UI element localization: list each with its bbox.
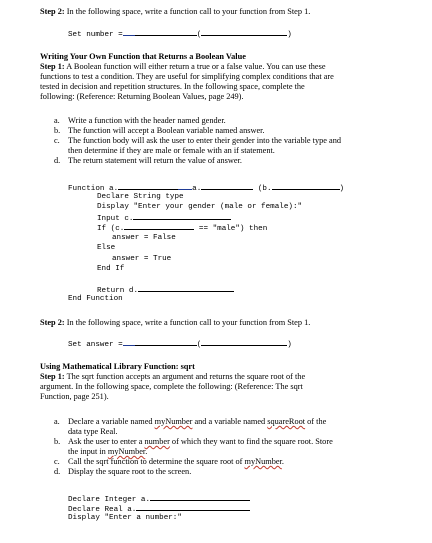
var-mynumber: myNumber — [244, 457, 282, 466]
bool-para-line-4: following: (Reference: Returning Boolean Values, page 249). — [40, 92, 244, 101]
step2-mid-paren: ( — [196, 341, 202, 349]
list-item: a. — [54, 116, 60, 125]
var-squareroot: squareRoot — [267, 417, 306, 426]
bool-section-title: Writing Your Own Function that Returns a Boolean Value — [40, 52, 246, 61]
input-blank[interactable] — [133, 212, 231, 220]
code-line-declare: Declare String type — [97, 193, 184, 201]
code-line-return: Return d. — [97, 284, 234, 296]
step2-mid-blank-1[interactable] — [123, 338, 135, 346]
code-line-if: If (c. == "male") then — [97, 222, 267, 234]
sqrt-para-line-1 — [40, 372, 305, 382]
var-mynumber: myNumber — [154, 417, 193, 426]
step2-mid-instruction — [40, 318, 310, 328]
code-line-endif: End If — [97, 265, 125, 273]
step2-top-code-prefix: Set number = — [68, 31, 123, 39]
var-mynumber: myNumber — [107, 447, 146, 456]
step2-top-code — [68, 28, 292, 40]
list-item-text: The return statement will return the value of answer. — [68, 156, 242, 165]
list-item-text: then determine if they are male or female with an if statement. — [68, 146, 275, 155]
step2-mid-text: In the following space, write a function call to your function from Step 1. — [66, 318, 311, 327]
sqrt-step1-label: Step 1: — [40, 372, 65, 381]
step2-mid-code-prefix: Set answer = — [68, 341, 123, 349]
return-blank[interactable] — [138, 284, 234, 292]
list-item: d. — [54, 156, 61, 165]
sqrt-code-line-1: Declare Integer a. — [68, 493, 250, 505]
bool-para-line-1 — [40, 62, 326, 72]
code-a-label: a. — [192, 185, 202, 193]
step2-mid-blank-2[interactable] — [135, 338, 197, 346]
list-item: b. — [54, 126, 61, 135]
bool-para-text-1: A Boolean function will either return a true or a false value. You can use these — [66, 62, 326, 71]
code-line-display: Display "Enter your gender (male or female):" — [97, 203, 303, 211]
sqrt-para-text-1: The sqrt function accepts an argument and returns the square root of the — [66, 372, 306, 381]
code-function-keyword: Function a. — [68, 185, 119, 193]
bool-step1-label: Step 1: — [40, 62, 65, 71]
sqrt-blank-2[interactable] — [136, 503, 250, 511]
code-line-function-header: Function a. a. (b. ) — [68, 182, 344, 194]
list-item-text: The function will accept a Boolean variable named answer. — [68, 126, 265, 135]
code-line-answer-true: answer = True — [112, 255, 172, 263]
list-item-text: the input in myNumber. — [68, 447, 148, 456]
list-item-text: Call the sqrt function to determine the square root of myNumber. — [68, 457, 284, 466]
step2-top-blank-2[interactable] — [135, 28, 197, 36]
list-item: d. — [54, 467, 61, 476]
step2-top-instruction — [40, 7, 310, 17]
step2-top-close: ) — [287, 31, 292, 39]
code-b-label: (b. — [257, 185, 272, 193]
list-item-text: data type Real. — [68, 427, 118, 436]
list-item-text: Declare a variable named myNumber and a variable named squareRoot of the — [68, 417, 327, 426]
step2-top-heading: Step 2: — [40, 7, 65, 16]
list-item: a. — [54, 417, 60, 426]
list-item: c. — [54, 136, 60, 145]
list-item-text: Write a function with the header named gender. — [68, 116, 226, 125]
sqrt-code-line-2: Declare Real a. — [68, 503, 250, 515]
bool-para-line-3: tested in decision and repetition structures. In the following space, complete the — [40, 82, 305, 91]
code-line-end-function: End Function — [68, 295, 123, 303]
step2-top-text: In the following space, write a function call to your function from Step 1. — [66, 7, 311, 16]
list-item-text: The function body will ask the user to enter their gender into the variable type and — [68, 136, 342, 145]
sqrt-blank-1[interactable] — [150, 493, 250, 501]
sqrt-para-line-2: argument. In the following space, complete the following: (Reference: The sqrt — [40, 382, 303, 391]
code-line-input: Input c. — [97, 212, 231, 224]
sqrt-code-line-3: Display "Enter a number:" — [68, 514, 182, 522]
if-condition-blank[interactable] — [124, 222, 194, 230]
step2-mid-blank-3[interactable] — [201, 338, 287, 346]
var-number: number — [144, 437, 170, 446]
code-line-answer-false: answer = False — [112, 234, 176, 242]
step2-mid-close: ) — [287, 341, 292, 349]
step2-top-blank-3[interactable] — [201, 28, 287, 36]
list-item: c. — [54, 457, 60, 466]
sqrt-para-line-3: Function, page 251). — [40, 392, 109, 401]
list-item: b. — [54, 437, 61, 446]
step2-top-paren: ( — [196, 31, 202, 39]
step2-mid-code — [68, 338, 292, 350]
function-name-blank[interactable] — [201, 182, 253, 190]
bool-para-line-2: functions to test a condition. They are useful for simplifying complex conditions that are — [40, 72, 334, 81]
function-name-blank-marker — [178, 182, 192, 190]
function-return-blank[interactable] — [118, 182, 178, 190]
step2-mid-heading: Step 2: — [40, 318, 65, 327]
sqrt-section-title: Using Mathematical Library Function: sqrt — [40, 362, 195, 371]
list-item-text: Display the square root to the screen. — [68, 467, 192, 476]
step2-top-blank-1[interactable] — [123, 28, 135, 36]
list-item-text: Ask the user to enter a number of which they want to find the square root. Store — [68, 437, 333, 446]
code-line-else: Else — [97, 244, 116, 252]
function-param-blank[interactable] — [272, 182, 340, 190]
